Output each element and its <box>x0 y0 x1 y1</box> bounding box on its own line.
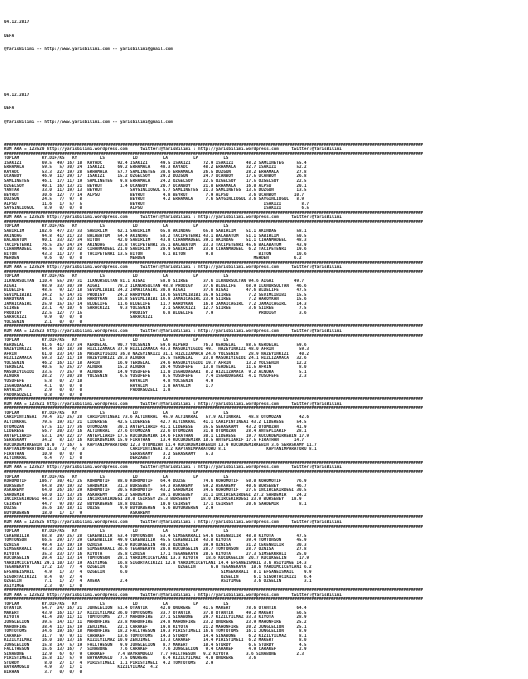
table-row: ISAKIZI 69.5 49/ 16/ 10 KAYADC 92.4 ISAKIZI 49.5 ISAKIZI 72.9 ISAKIZI 48.2 SAMLINETEG 55.4 <box>4 160 307 165</box>
table-row: CEKENBILIR 68.8 29/ 25/ 28 CEKENBILIR 53.4 TOMTONSON 53.4 SIMSEKKRALI 54.6 CEKENBILIR 48.8 KIYOTA 47.5 <box>4 533 307 538</box>
program-document <box>4 2 524 679</box>
race-banner: KUM ARA = 123524 http://yarisbilimi.wordpress.com twitter:@YarisBilimi : http://yarisbilimi.wordpress.com twitter:@YarisBilimi <box>4 265 342 270</box>
race-block <box>4 324 524 397</box>
table-row: OZGELSOY 40.1 16/ 13/ 21 BEYRUT 1.4 UCANBOY 20.7 UCANBOY 21.8 ERHAMALA 16.0 ALPSU 20.1 <box>4 183 307 188</box>
race-banner: KUM ARA = 123526 http://yarisbilimi.wordpress.com twitter:@YarisBilimi : http://yarisbilimi.wordpress.com twitter:@YarisBilimi <box>4 215 342 220</box>
separator-line: ############################################################################################################################################################################# <box>4 210 423 215</box>
table-row: SIGORTACIKIZI 8.4 0/ 2/ 4 OZGELIN 6.1 SIGORTACIKIZI 6.4 <box>4 574 312 579</box>
separator-line: ############################################################################################################################################################################# <box>4 260 423 265</box>
document-header-repeat <box>4 83 524 133</box>
table-header-row: TOPLAM KY.DIF/KS KY LS LD LA LP LS <box>4 601 229 606</box>
table-row: KAYADC 53.3 22/ 19/ 28 ERHAMALA 57.7 SAMLINETEG 38.6 ERHAMALA 26.5 DUZGUN 28.2 ERHAMALA 27.8 <box>4 169 307 174</box>
table-row: UCANBOY 46.9 11/ 29/ 17 ISAKIZI 15.2 OZGELSOY 29.2 DUZGUN 24.7 UCANBOY 17.5 UCANBOY 26.8 <box>4 174 307 179</box>
table-header-row: TOPLAM KY.DIF/KS KY LS LD LA LP LS <box>4 156 229 161</box>
table-row: FIRATHAN 10.9 0/ 0/ 0 SERASKAMY 3.2 SERASKAMY 5.3 <box>4 451 214 456</box>
race-banner: KUM ARA = 123523 http://yarisbilimi.wordpress.com twitter:@YarisBilimi : http://yarisbilimi.wordpress.com twitter:@YarisBilimi <box>4 329 342 334</box>
table-header-row: TOPLAM KY.DIF/KS KY LS LD LA LP LS <box>4 274 229 279</box>
table-header-row: TOPLAM KY.DIF/KS KY LS LD LA LP LS <box>4 529 229 534</box>
header-title: UEFA <box>4 106 15 111</box>
table-row: CIHANMADEEL 46.5 8/ 20/ 32 CIHANMADEEL 21.0 SABIRLIM 20.9 SABIRLIM 23.0 CIHANMADEEL 6.2 TACIPETENRI 19.6 <box>4 247 307 252</box>
table-row: ERHAMALA 59.5 5/ 30/ 24 ISAKIZI 69.2 ERHAMALA 48.3 KAYADC 48.2 ERHAMALA 32.7 ISAKIZI 52.2 <box>4 165 307 170</box>
separator-line: ############################################################################################################################################################################# <box>4 397 423 402</box>
table-row: BALABATUM 90.1 33/ 32/ 34 BITON 42.0 SABIRLIM 43.8 CIHANMADEEL 39.1 AKINDAG 51.1 CIHANMADEEL 48.3 <box>4 238 307 243</box>
table-header-row: TOPLAM KY.DIF/KS KY LS LD LA LP LS <box>4 224 229 229</box>
separator-line: ############################################################################################################################################################################# <box>4 324 423 329</box>
table-row: MASUKIYIGIDI 33.5 7/ 25/ 9 ALNURA 14.9 YUSUFEFE 11.0 ISGHUDAGARI 8.2 HIZLIZAMACA 9.2 ALNURA 5.1 <box>4 369 307 374</box>
table-row: KERDELAL 91.6 41/ 33/ 34 KERDELAL 90.7 YOLSENIN 59.6 ALPERO 76.3 KERDELAL 88.5 KERDELAL 59.6 <box>4 342 307 347</box>
document-header <box>4 11 524 61</box>
table-row: AFRIN 61.0 23/ 14/ 16 MASUKIYIGIDI 36.8 NAZEYINKIZI 31.1 HIZLIZAMACA 24.6 YOLSENIN 28.9 NAZEYINKIZI 40.2 <box>4 351 310 356</box>
separator-line: ############################################################################################################################################################################# <box>4 469 423 474</box>
table-row: KIZILYILMAZ 16.0 10/ 13/ 16 KIZILYILMAZ 10.9 ZENJIMEL 13.3 CARAKEF 14.4 PIRISTIMELI 6.2 MAKERT 8.0 <box>4 638 307 643</box>
table-row: YOLSENIN 46.2 16/ 11/ 18 AFRIN 16.9 TERDELAL 24.6 HASUKIYIGIDI 19.7 AFRIN 13.2 YOLSENIN 12.2 <box>4 360 307 365</box>
table-row: KUCUKGELIN 29.4 11/ 13/ 14 TOMTONSON 28.1 YARDIMCICEYLANI 13.3 KIYOTA 18.6 KUCUKGELIN 20.7 KUCUKGELIN 17.9 <box>4 556 310 561</box>
table-row: BAYRAMOGLU 4.9 3/ 1/ 1 KIZILYILMAZ 4.2 <box>4 665 158 670</box>
table-row: KOHOMOTIF 106.7 30/ 41/ 25 KOHOMOTIF 88.0 KOHOMOTIF 64.4 DUZSE 74.6 KOHOMOTIF 50.0 KOHOMOTIF 76.9 <box>4 479 307 484</box>
header-date: 04.12.2017 <box>4 92 30 97</box>
separator-line: ############################################################################################################################################################################# <box>4 515 423 520</box>
race-block <box>4 515 524 588</box>
separator-line: ############################################################################################################################################################################# <box>4 219 423 224</box>
table-row: TEGANEKAYA 17.2 13/ 7/ 4 OZGELIN 6.0 OZGELIN 6.0 TEGANEKAYA 10.6 YARDIMCICEYLANI 6.2 <box>4 565 312 570</box>
table-row: SAYGINLIOGUL 8.9 0/ 0/ 0 ALPSU ISAKIZI 6.5 <box>4 206 310 211</box>
race-block <box>4 461 524 516</box>
table-row: PADOKGUZELI 0.8 0/ 0/ 0 <box>4 392 83 397</box>
race-banner: KUM ARA = 123521 http://yarisbilimi.wordpress.com twitter:@YarisBilimi : http://yarisbilimi.wordpress.com twitter:@YarisBilimi <box>4 401 342 406</box>
table-row: NAZEYINKIZI 64.4 10/ 18/ 30 HIZLIZAMACA 37.9 HIZLIZAMACA 43.3 MASUKIYIGIDI 49. NAZEYINKIZI 48.0 AFRIN 59.3 <box>4 347 310 352</box>
table-row: PRODIGY 22.5 12/ 7/ 15 PRODIGY 6.8 BLUELIFE 7.9 PRODIGY 3.6 <box>4 310 307 315</box>
table-row: INCIRCEKIRDEGI 44.3 17/ 16/ 21 INCIRCEKIRDEGI 28.0 CEIRSEY 25.3 BURSEBEY 18.0 INCIRCEKIRDEGI 23.9 BURSEBEY 18.9 <box>4 497 302 502</box>
table-row: DUZSE 35.6 18/ 18/ 11 DUZSE 9.9 BUYUKBEREN 5.6 BUYUKBEREN 2.9 <box>4 506 214 511</box>
table-row: CARAKEF 31.7 9/ 9/ 11 CARAKEF 13.6 TOMTOTOMS 14.3 STURDY 14.4 SINABONE 6.2 KIZILYILMAZ 8.1 <box>4 633 307 638</box>
table-row: BUYUKBEREN 18.0 1/ 1/ 9 ASKAREMY <box>4 510 151 515</box>
table-row: ALTINKRAL 6.4 7/ 1/ 0 DERZABET 3.2 <box>4 456 171 461</box>
table-row: YANTAR 33.0 11/ 19/ 13 BEYRUT SAYGINLIOGUL 5.7 SAMLINETEG 21.3 SAMLINETEG 13.5 DUZGUN 13.5 <box>4 188 307 193</box>
table-row: ILKNURSULTAN 110.4 55/ 29/ 31 ILKNURSULTAN 81.1 AIGAI 58.0 SIIREE 37.6 ILKNURSULTAN 94.6 AIGAI 49.7 <box>4 279 305 283</box>
table-row: SAHDEMIR 50.0 11/ 13/ 26 ASKAREMY 28.2 SAHDEMIR 39.1 BURSEBEY 31.1 INCIRCEKIRDEGI 27.2 SAHDEMIR 24.2 <box>4 492 307 497</box>
race-banner: KUM ARA = 123520 http://yarisbilimi.wordpress.com twitter:@YarisBilimi : http://yarisbilimi.wordpress.com twitter:@YarisBilimi <box>4 147 342 152</box>
separator-line: ############################################################################################################################################################################# <box>4 597 423 602</box>
table-row: SERASKAMY 34.2 8/ 13/ 16 KUCUKDEMIRK 15.9 FIRATHAN 13.4 KUCUKDEMIRK 18.5 ANTEPLIARIF 17.5 FIRATHAN 14.7 <box>4 438 305 443</box>
table-row: SIMSEKKRALI 43.3 25/ 12/ 18 SIMSEKKRALI 36.6 TEGANEKAYA 20.8 KUCUKGELIN 28.7 TOMTONSON 28.7 OZNISA 27.8 <box>4 547 307 552</box>
table-row: HAYALIM 2.9 0/ 0/ 0 PADOKGUZELI 1.8 <box>4 388 171 393</box>
separator-line: ############################################################################################################################################################################# <box>4 151 423 156</box>
table-row: DUZGUN 24.5 7/ 9/ 8 BEYRUT 4.2 ERHAMALA 7.6 SAYGINLIOGUL 3.6 SAYGINLIOGUL 8.9 <box>4 197 305 202</box>
table-row: BEYRUT 30.6 12/ 7/ 14 ALPSU BEYRUT 4.8 BEYRUT 7.9 ALPSU 3.6 UCANBOY 10.7 <box>4 192 305 197</box>
table-row: SARACKIZI 9.9 0/ 0/ 0 SARACKIZI <box>4 315 153 320</box>
header-contact: @YarisBilimi -- http://www.yarisbilimi.com -- yarisbilimi@gmail.com <box>4 119 173 124</box>
header-title: UEFA <box>4 33 15 38</box>
table-row: BITON 43.3 11/ 17/ 8 TACIPETENRI 13.5 BITON 6.1 BITON 9.8 BITON 10.6 <box>4 251 307 256</box>
table-row: JUNGLELION 39.5 14/ 11/ 11 MAHONFIRE 23.8 MAHONFIRE 24.8 MAHONFIRE 23.2 ONURERE 23.9 MAHONFIRE 25.2 <box>4 620 307 625</box>
table-row: TACIPETENRI 76.5 25/ 24/ 24 AKINDAG 33.8 TACIPETENRI 35.1 BALABATUM 23.3 TACIPETENRI 45.6 BALABATUM 43.9 <box>4 242 307 247</box>
table-row: OTOMOZAN 57.5 11/ 17/ 36 OTOMOZAN 30.1 ANTEPLIARIF 41.1 LIDERESE 35.5 SERASKAMY 43.2 OTOMOZAN 41.9 <box>4 424 307 429</box>
table-row: YARDIMCICEYLANI 29.1 10/ 13/ 19 ASIYIMGE 16.8 SIGORTACIKIZI 12.8 YARDIMCICEYLANI 14.4 EFSANEISMAIL 3.6 ASIYIMGE 14.3 <box>4 560 307 565</box>
separator-line: ############################################################################################################################################################################# <box>4 142 423 147</box>
table-row: BLUELIFE 48.5 9/ 12/ 18 SEVIMLIBIBI 34.2 JAMAICAGIRL 30.8 AIGAI 37.6 AIGAI 47.6 BLUELIFE 47.5 <box>4 288 307 293</box>
separator-line: ############################################################################################################################################################################# <box>4 269 423 274</box>
table-row: KAPTANIMPARATORU 11.0 1/ 4/ 3 CARIPINTINEAI 8.2 KAPTANIMPARATORU 8.1 KAPTANIMPARATORU 8.1 <box>4 447 317 452</box>
table-row: JAMAICAGIRL 25.9 15/ 15/ 14 BLUELIFE 11.6 BLUELIFE 11.7 HAROYKAN 16.8 JAMAICAGIRL 7.2 JAMAICAGIRL 14.3 <box>4 301 307 306</box>
table-row: BIRHAN 3.7 0/ 0/ 0 <box>4 670 83 675</box>
table-row: PIRISTIMELI 15.8 11/ 5/ 9 BAYRAMOGLU 7.5 ONURERE 6.4 KIZILYILMAZ 4.0 ONURERE 3.6 <box>4 656 257 661</box>
race-block <box>4 397 524 461</box>
table-header-row: TOPLAM KY.DIF/KS KY LS LD LA LP LS <box>4 474 229 479</box>
table-row: KUCUKDEMIRKEBIN 19.0 7/ 16/ 5 KAPTANIMPARATORU 12.3 OTOMOZAN 11.4 KUCUKDEMIRKEBIN 13.9 KUCUKDEMIRKEBIN 3.6 SERASKAMY 11.7 <box>4 442 317 447</box>
table-row: MEHDEN 9.6 0/ 0/ 0 MEHDEN MEHDEN 6.2 <box>4 256 302 261</box>
table-row: ALPSU 11.6 1/ 5/ 5 BEYRUT ISAKIZI 8.7 <box>4 201 310 206</box>
table-row: TOMTOTOMS 34.6 19/ 16/ 18 MAHONFIRE 18.2 FALLTHESUN 19.3 PIRISTIMELI 16.6 TOMTOTOMS 16.1 JUNGLELION 8.9 <box>4 629 307 634</box>
table-row: AKINDAG 94.8 41/ 21/ 23 BALABATUM 54.4 AKINDAG 58.2 TACIPETENRI 43.1 BALABATUM 51.1 SABIRLIM 50.5 <box>4 233 307 238</box>
table-row: MAKERT 43.9 16/ 11/ 17 KIZILYILMAZ 36.0 TOMTOSOMS 33.7 OTANTIK 37.8 OTANTIK 49.2 MAKERT 56.5 <box>4 610 307 615</box>
table-header-row: TOPLAM KY.DIF/KS KY LS LD LA LP LS <box>4 338 229 343</box>
table-row: KIYOTA 41.4 20/ 11/ 11 TOMTOTOMS 27.7 MAHONFIRE 27.1 SINABONE 29.7 KIZILYILMAZ 33.3 KIYOTA 28.9 <box>4 615 307 620</box>
table-row: STURDY 8.0 2/ 1/ 4 PIRISTIMELI 1.1 PIRISTIMELI 4.2 TOMTOTOMS 2.9 <box>4 660 214 665</box>
table-row: SAMLINETEG 46.1 17/ 11/ 19 SAMLINETEG 9.8 ERHAMALA 24.2 OZGELSOY 22.5 OZGELSOY 17.5 OZGELSOY 22.5 <box>4 178 307 183</box>
table-row: OZGELIN 7.1 1/ 2/ 4 AVERA 2.4 ASIYIMGE 3.6 OZGELIN 3.1 <box>4 579 312 584</box>
header-contact: @YarisBilimi -- http://www.yarisbilimi.com -- yarisbilimi@gmail.com <box>4 47 173 52</box>
table-row: KIYOTA 35.3 23/ 17/ 16 KIYOTA 35.8 CZNISA 17.1 TEGANEKAYA 20.5 KIYOTA 27.3 SIMSEKKRALI 25.0 <box>4 551 307 556</box>
race-block <box>4 261 524 325</box>
separator-line: ############################################################################################################################################################################# <box>4 588 423 593</box>
separator-line: ############################################################################################################################################################################# <box>4 460 423 465</box>
header-date: 04.12.2017 <box>4 20 30 25</box>
separator-line: ############################################################################################################################################################################# <box>4 524 423 529</box>
table-row: ASIYIMGE 2.3 0/ 1/ 0 <box>4 583 83 588</box>
table-row: BURSEBEY 64.8 29/ 19/ 32 SAHDEMIR 31.3 BURSEBEY 54.3 ASKAREMY 59.2 ASKAREMY 40.6 BURSEBEY 46.7 <box>4 483 307 488</box>
table-row: YOLSENIN 2.1 0/ 0/ 0 <box>4 319 83 324</box>
table-row: EFSANEISMAIL 4.9 1/ 3/ 4 OZGELIN 6.0 SIMSEKKRALI 8.1 EFSANEISMAIL 9.9 <box>4 570 312 574</box>
table-row: OZNISA 49.4 13/ 19/ 19 OZNISA 42.9 KUCUKGELIN 40.3 OZNISA 39.9 OZNISA 31.2 CEKENBILIR 30.3 <box>4 542 307 547</box>
table-row: MAHONFIRE 38.4 11/ 15/ 19 ZENJIMEL 22.1 CARAKEF 19.8 KIYOTA 21.2 MAHONFIRE 20.2 JUNGLELION 25.1 <box>4 624 307 629</box>
table-row: TOMTONSON 66.5 29/ 17/ 29 CEKENBILIR 49.9 CEKENBILIR 45.5 CEKENBILIR 43.8 KIYOTA 39.4 TOMTONSON 45.9 <box>4 538 307 543</box>
table-row: ISGHUDAGARI 4.1 0/ 0/ 0 HAYALIM 1.8 HAYALIM 1.7 <box>4 383 214 388</box>
race-block <box>4 211 524 261</box>
table-row: ASKAREMY 64.0 26/ 16/ 29 KOHOMOTIF 30.5 KOHOMOTIF 43.2 SAHDEMIR 34.5 KOHOMOTIF 27.5 INCIRCEKIRDEGI 30.5 <box>4 488 307 493</box>
race-banner: KUM ARA = 123525 http://yarisbilimi.wordpress.com twitter:@YarisBilimi : http://yarisbilimi.wordpress.com twitter:@YarisBilimi <box>4 519 342 524</box>
table-row: FALLTHESUN 15.6 13/ 16/ 7 SINABONE 7.6 CARAKEF 7.6 JUNGLELION 9.4 CARAKEF 4.9 CARAKEF 2.9 <box>4 647 307 652</box>
race-banner: KUM ARA = 123527 http://yarisbilimi.wordpress.com twitter:@YarisBilimi : http://yarisbilimi.wordpress.com twitter:@YarisBilimi <box>4 465 342 470</box>
table-row: OTANTIK 54.7 24/ 16/ 21 JUNGLELION 51.4 OTANTIK 42.0 ONURERE 41.5 MAKERT 78.6 OTANTIK 64.4 <box>4 606 307 611</box>
table-row: ALNURA 28.2 7/ 20/ 20 YOLSENIN 6.5 YUSUFEFE 8.5 YUSUFEFE 7.4 ISGHUDAGARI 4.1 YUSUFEFE 2.3 <box>4 374 307 379</box>
table-row: ANTEPLIARIF 53.1 24/ 22/ 27 ANTEPLIARIF 17.5 KUCUKDEMIRK 14.6 FIRATHAN 30.1 LIDERESE 19.7 KUCUKDEMIRKEBIN 17.9 <box>4 433 310 438</box>
table-row: CEIRSEY 44.7 9/ 20/ 22 BUYUKBEREN 18.8 DUZSE 10.0 CEIRSEY 17.1 CEIRSEY 20.6 SAHDEMIR 8.1 <box>4 501 307 506</box>
table-row: ALTINKRAL 79.5 19/ 31/ 21 LIDERESE 42.5 LIDERESE 42.7 ALTINKRAL 41.1 CARIPINTINEAI 43.2 LIDERESE 54.5 <box>4 419 307 424</box>
race-block <box>4 588 524 674</box>
table-row: SIIREE 23.1 4/ 10/ 6 SARACKIZI 9.3 YOLSENIN 2.1 SARACKIZI 12.7 SIIREE 3.6 SIIREE 7.5 <box>4 306 307 311</box>
table-row: SEVIMLIBIBI 34.2 5/ 14/ 31 PRODIGY 24.2 HAROYKAN 18.6 SEVIMLIBIBI 35.9 SIIREE 7.2 SEVIMLIBIBI 15.5 <box>4 292 307 297</box>
table-row: SABIRLIM 102.6 47/ 23/ 33 SABIRLIM 62.1 SABIRLIM 65.8 AKINDAG 65.8 SABIRLIM 51.1 AKINDAG 58.1 <box>4 228 307 233</box>
table-row: HIZLIZAMACA 59.3 12/ 11/ 19 NAZEYINKIZI 28.3 ALNURA 25.5 TERDELAL 23.8 MASUKIYIGIDI 24.1 HIZLIZAMACA 32.6 <box>4 356 307 361</box>
table-row: HAROYKAN 29.1 5/ 23/ 16 HAROYKAN 18.8 SEVIMLIBIBI 16.8 JAMAICAGIRL 23.9 SIIREE 7.2 HAROYKAN 15.6 <box>4 297 307 302</box>
race-banner: KUM ARA = 123522 http://yarisbilimi.wordpress.com twitter:@YarisBilimi : http://yarisbilimi.wordpress.com twitter:@YarisBilimi <box>4 592 342 597</box>
separator-line: ############################################################################################################################################################################# <box>4 333 423 338</box>
table-row: LIDERESE 56.7 20/ 23/ 16 ALTINKRAL 27.6 OTOMOZAN 22.6 OTOMOZAN 31.0 OTOMOZAN 28.4 ANTEPLIARIF 28.1 <box>4 429 307 434</box>
table-row: YUSUFEFE 5.8 0/ 2/ 10 HAYALIM 4.8 YOLSENIN 4.9 <box>4 379 214 384</box>
race-list <box>4 143 524 675</box>
table-row: AIGAI 98.9 33/ 30/ 39 AIGAI 78.2 ILKNURSULTAN 48.8 PRODIGY 37.6 BLUELIFE 68.9 ILKNURSULTAN 46.6 <box>4 283 307 288</box>
table-row: SINABONE 12.9 6/ 6/ 9 CARAKEF 7.4 BAYRAMOGLU 7.7 FALLTHESUN 9.2 KIYOTA 3.6 SINABONE 2.3 <box>4 651 305 656</box>
table-header-row: TOPLAM KY.DIF/KS KY LS LD LA LP LS <box>4 410 229 415</box>
separator-line: ############################################################################################################################################################################# <box>4 406 423 411</box>
table-row: TERDELAL 40.5 5/ 25/ 27 ALNURA 15.2 ALNURA 20.4 YUSUFEFE 13.8 TERDELAL 11.5 AFRIN 8.0 <box>4 365 307 370</box>
table-row: CARIPINTINEAI 79.4 31/ 25/ 28 CARIPINTINEAI 73.6 ALTINKRAL 45.9 ALTINKRAL 57.9 ALTINKRAL 48.8 OTOMOZAN 42.6 <box>4 415 310 420</box>
table-row: JUNGLELION 15.8 14/ 5/ 19 FALLTHESUN 9.9 JUNGLELION 8.7 MAKERT 10.4 STURDY 6.5 STURDY 4.5 <box>4 642 307 647</box>
race-block <box>4 143 524 211</box>
